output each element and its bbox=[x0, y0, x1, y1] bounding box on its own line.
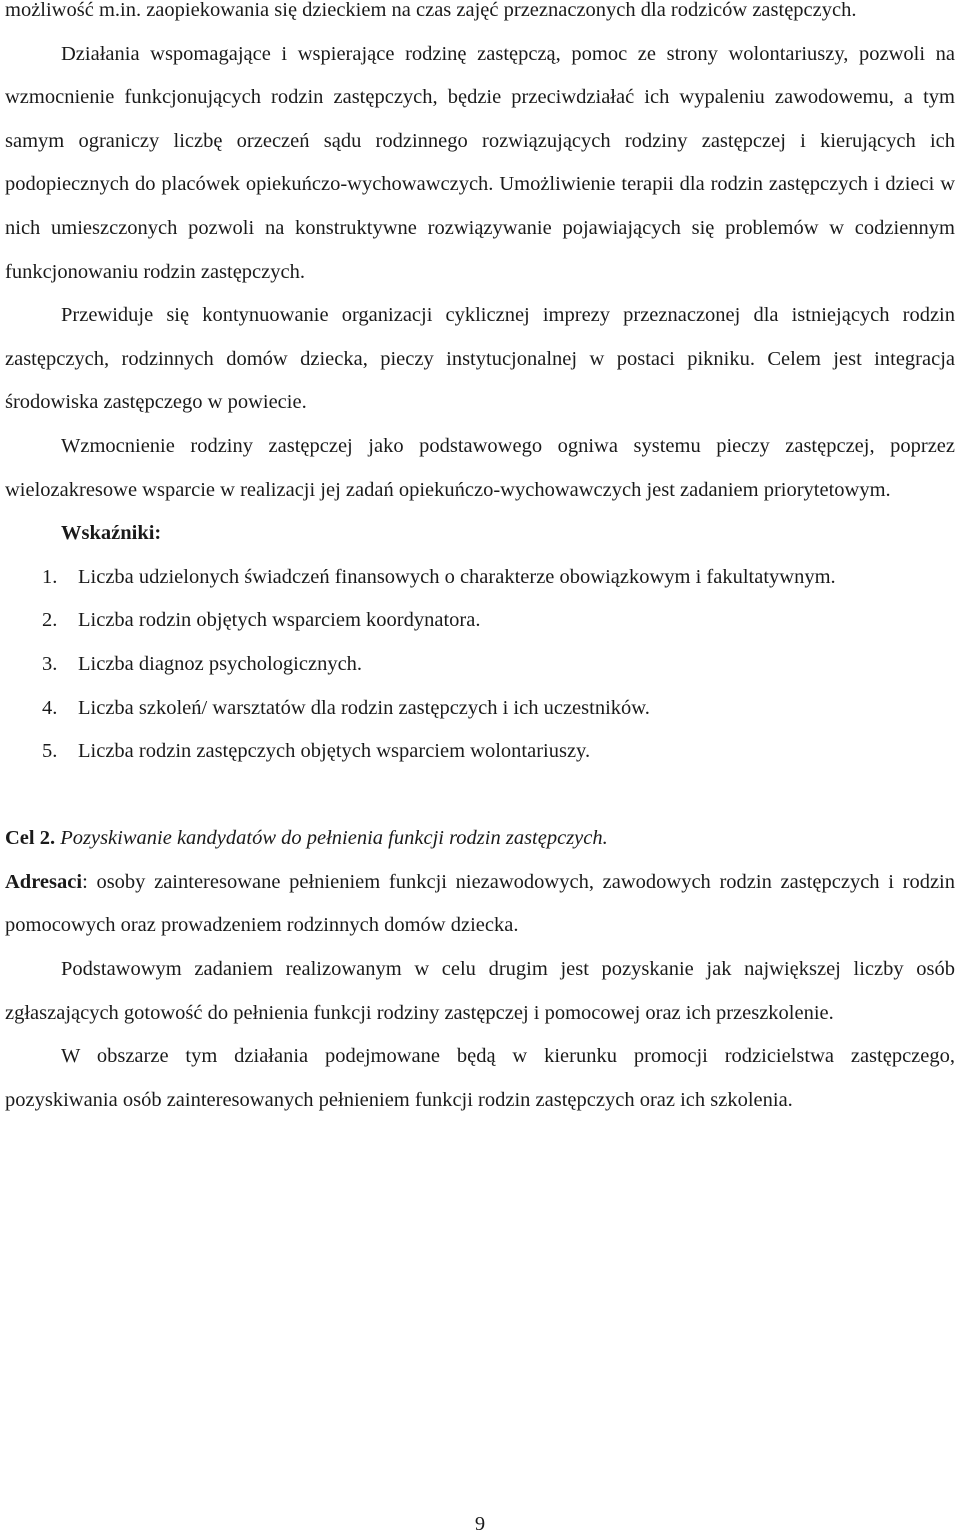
list-item bbox=[5, 643, 955, 687]
paragraph-goal-2-task: Podstawowym zadaniem realizowanym w celu drugim jest pozyskanie jak największej liczby osób zgłaszających gotowość do pełnienia funkcji rodziny zastępczej i pomocowej oraz ich przeszkolenie. bbox=[5, 958, 955, 1024]
paragraph-priority: Wzmocnienie rodziny zastępczej jako podstawowego ogniwa systemu pieczy zastępczej, poprzez wielozakresowe wsparcie w realizacji jej zadań opiekuńczo-wychowawczych jest zadaniem priorytetowym. bbox=[5, 434, 955, 501]
list-item-text: Liczba udzielonych świadczeń finansowych o charakterze obowiązkowym i fakultatywnym. bbox=[78, 565, 836, 588]
list-item-number: 5. bbox=[42, 740, 58, 763]
list-item-text: Liczba diagnoz psychologicznych. bbox=[78, 652, 363, 675]
indicators-heading: Wskaźniki: bbox=[61, 522, 162, 545]
page-number: 9 bbox=[474, 1513, 486, 1535]
goal-2-title: Pozyskiwanie kandydatów do pełnienia funkcji rodzin zastępczych. bbox=[60, 827, 608, 850]
indicators-list bbox=[5, 556, 955, 774]
paragraph-continuation: możliwość m.in. zaopiekowania się dzieckiem na czas zajęć przeznaczonych dla rodziców zastępczych. bbox=[5, 0, 857, 21]
addressees-label: Adresaci bbox=[5, 870, 83, 893]
section-spacer bbox=[5, 774, 955, 818]
list-item bbox=[5, 730, 955, 774]
list-item-text: Liczba rodzin zastępczych objętych wsparciem wolontariuszy. bbox=[78, 740, 591, 763]
list-item-number: 1. bbox=[42, 565, 58, 588]
list-item-number: 2. bbox=[42, 609, 58, 632]
list-item-text: Liczba rodzin objętych wsparciem koordynatora. bbox=[78, 609, 481, 632]
list-item-number: 3. bbox=[42, 652, 58, 675]
goal-2-label: Cel 2. bbox=[5, 827, 56, 850]
addressees-paragraph bbox=[5, 861, 955, 948]
list-item bbox=[5, 687, 955, 731]
list-item-text: Liczba szkoleń/ warsztatów dla rodzin zastępczych i ich uczestników. bbox=[78, 696, 650, 719]
list-item-number: 4. bbox=[42, 696, 58, 719]
list-item bbox=[5, 599, 955, 643]
paragraph-goal-2-actions: W obszarze tym działania podejmowane będą w kierunku promocji rodzicielstwa zastępczego, pozyskiwania osób zainteresowanych pełnieniem funkcji rodzin zastępczych oraz ich szkolenia. bbox=[5, 1045, 955, 1111]
paragraph-picnic: Przewiduje się kontynuowanie organizacji cyklicznej imprezy przeznaczonej dla istniejących rodzin zastępczych, rodzinnych domów dziecka, pieczy instytucjonalnej w postaci pikniku. Celem jest integracja środowiska zastępczego w powiecie. bbox=[5, 304, 955, 414]
addressees-text: : osoby zainteresowane pełnieniem funkcji niezawodowych, zawodowych rodzin zastępczych i rodzin pomocowych oraz prowadzeniem rodzinnych domów dziecka. bbox=[5, 870, 955, 937]
document-page bbox=[5, 0, 955, 1122]
paragraph-support-actions: Działania wspomagające i wspierające rodzinę zastępczą, pomoc ze strony wolontariuszy, pozwoli na wzmocnienie funkcjonujących rodzin zastępczych, będzie przeciwdziałać ich wypaleniu zawodowemu, a tym samym ograniczy liczbę orzeczeń sądu rodzinnego rozwiązujących rodziny zastępczej i kierujących ich podopiecznych do placówek opiekuńczo-wychowawczych. Umożliwienie terapii dla rodzin zastępczych i dzieci w nich umieszczonych pozwoli na konstruktywne rozwiązywanie pojawiających się problemów w codziennym funkcjonowaniu rodzin zastępczych. bbox=[5, 42, 955, 283]
goal-2-heading bbox=[5, 817, 955, 861]
list-item bbox=[5, 556, 955, 600]
